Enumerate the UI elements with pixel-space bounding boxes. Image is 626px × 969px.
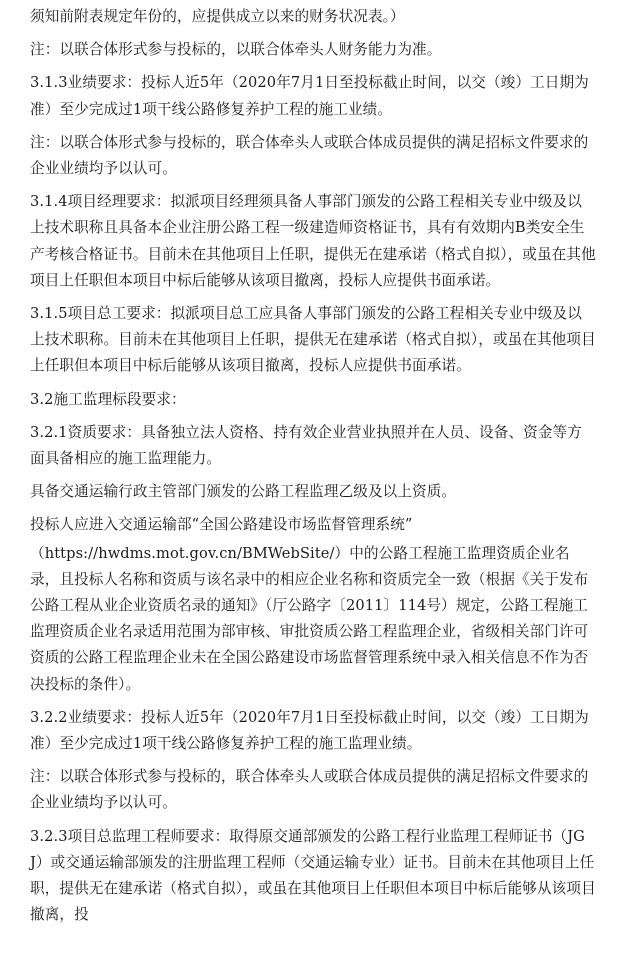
paragraph-financial-note-end: 须知前附表规定年份的，应提供成立以来的财务状况表。） [30, 8, 405, 25]
paragraph-system-url-directory: （https://hwdms.mot.gov.cn/BMWebSite/）中的公路工程施工监理资质企业名录，且投标人名称和资质与该名录中的相应企业名称和资质完全一致（根据《关于发布公路工程从业企业资质名录的通知》（厅公路字〔2011〕114号）规定，公路工程施工监理资质企业名录适用范围为部审核、审批资质公路工程监理企业，省级相关部门许可资质的公路工程监理企业未在全国公路建设市场监督管理系统中录入相关信息不作为否决投标的条件）。 [30, 544, 589, 693]
paragraph-3-2-2-performance: 3.2.2业绩要求：投标人近5年（2020年7月1日至投标截止时间，以交（竣）工日期为准）至少完成过1项干线公路修复养护工程的施工监理业绩。 [30, 708, 589, 753]
paragraph-3-1-4-project-manager: 3.1.4项目经理要求：拟派项目经理须具备人事部门颁发的公路工程相关专业中级及以上技术职称且具备本企业注册公路工程一级建造师资格证书，具有有效期内B类安全生产考核合格证书。目前未在其他项目上任职，提供无在建承诺（格式自拟），或虽在其他项目上任职但本项目中标后能够从该项目撤离，投标人应提供书面承诺。 [30, 193, 596, 289]
paragraph-consortium-performance-note: 注：以联合体形式参与投标的，联合体牵头人或联合体成员提供的满足招标文件要求的企业业绩均予以认可。 [30, 133, 589, 178]
paragraph-consortium-performance-note-2: 注：以联合体形式参与投标的，联合体牵头人或联合体成员提供的满足招标文件要求的企业业绩均予以认可。 [30, 768, 589, 812]
heading-3-2-supervision-section: 3.2施工监理标段要求： [30, 390, 186, 408]
paragraph-consortium-financial-note: 注：以联合体形式参与投标的，以联合体牵头人财务能力为准。 [30, 41, 442, 59]
paragraph-3-1-3-performance: 3.1.3业绩要求：投标人近5年（2020年7月1日至投标截止时间，以交（竣）工日期为准）至少完成过1项干线公路修复养护工程的施工业绩。 [30, 74, 589, 118]
paragraph-3-1-5-chief-engineer: 3.1.5项目总工要求：拟派项目总工应具备人事部门颁发的公路工程相关专业中级及以上技术职称。目前未在其他项目上任职，提供无在建承诺（格式自拟），或虽在其他项目上任职但本项目中标后能够从该项目撤离，投标人应提供书面承诺。 [30, 305, 596, 375]
paragraph-3-2-1-qualification: 3.2.1资质要求：具备独立法人资格、持有效企业营业执照并在人员、设备、资金等方面具备相应的施工监理能力。 [30, 423, 582, 468]
paragraph-supervision-grade: 具备交通运输行政主管部门颁发的公路工程监理乙级及以上资质。 [30, 483, 457, 501]
paragraph-3-2-3-chief-supervisor: 3.2.3项目总监理工程师要求：取得原交通部颁发的公路工程行业监理工程师证书（JGJ）或交通运输部颁发的注册监理工程师（交通运输专业）证书。目前未在其他项目上任职，提供无在建承诺（格式自拟），或虽在其他项目上任职但本项目中标后能够从该项目撤离，投 [30, 827, 596, 924]
paragraph-system-entry: 投标人应进入交通运输部“全国公路建设市场监督管理系统” [30, 516, 413, 534]
